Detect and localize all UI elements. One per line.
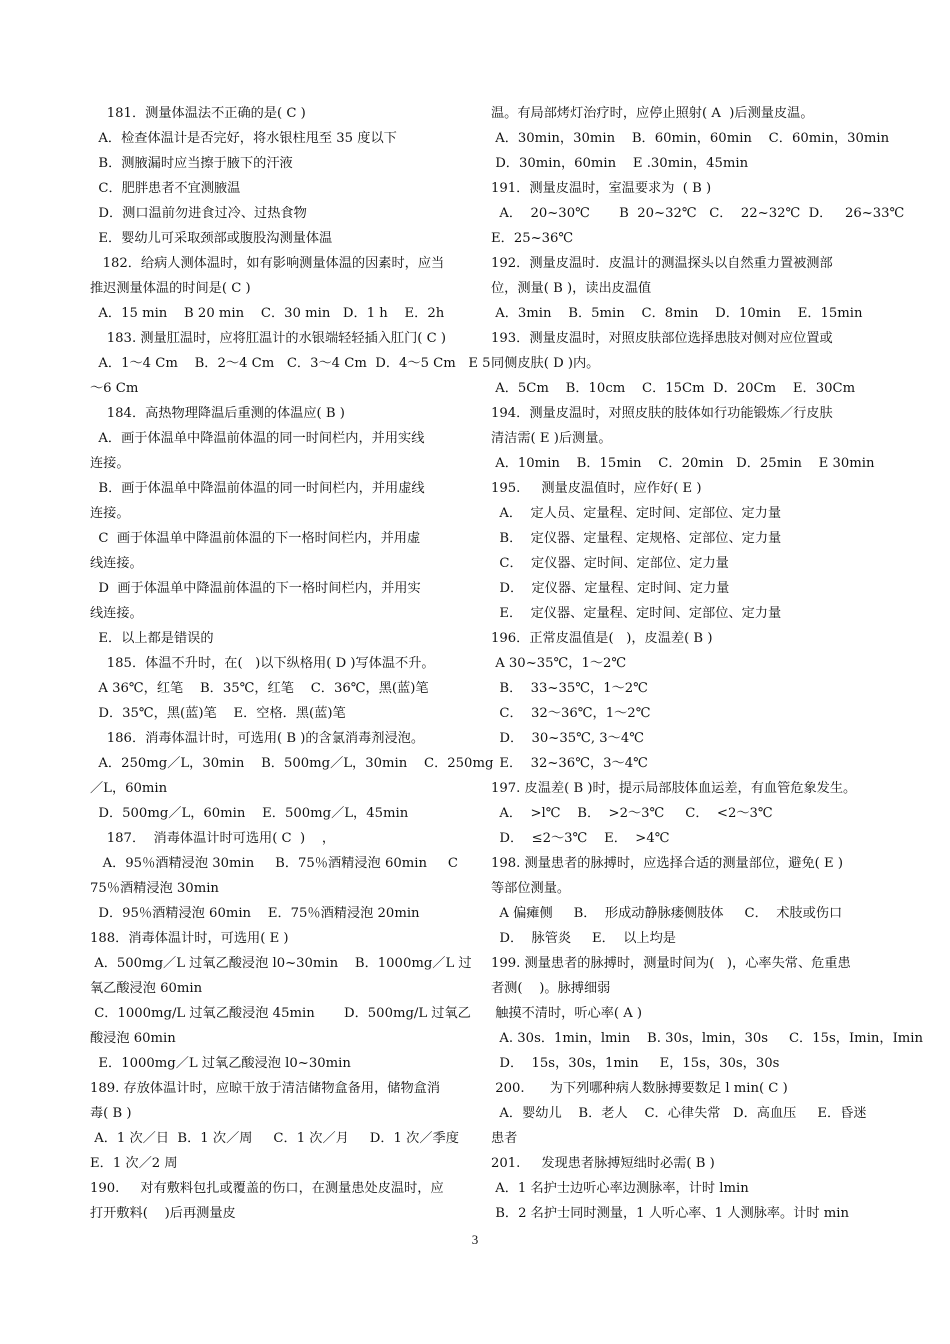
left-column <box>90 101 494 1226</box>
text-line: 线连接。 <box>90 606 143 621</box>
text-line: 酸浸泡 60min <box>90 1031 176 1046</box>
text-line: 同侧皮肤( D )内。 <box>491 356 600 371</box>
text-line: A． >l℃ B． >2～3℃ C． <2～3℃ <box>491 806 773 821</box>
text-line: 199. 测量患者的脉搏时，测量时间为( )，心率失常、危重患 <box>491 956 851 971</box>
text-line: A 36℃，红笔 B．35℃，红笔 C．36℃，黑(蓝)笔 <box>90 681 429 696</box>
text-line: 196．正常皮温值是( )，皮温差( B ) <box>491 631 713 646</box>
text-line: 200. 为下列哪种病人数脉搏要数足 l min( C ) <box>491 1081 788 1096</box>
page-number: 3 <box>471 1232 479 1247</box>
text-line: 连接。 <box>90 456 130 471</box>
text-line: A．画于体温单中降温前体温的同一时间栏内，并用实线 <box>90 431 425 446</box>
text-line: 推迟测量体温的时间是( C ) <box>90 281 251 296</box>
text-line: C． 定仪器、定时间、定部位、定力量 <box>491 556 729 571</box>
text-line: 温。有局部烤灯治疗时，应停止照射( A )后测量皮温。 <box>491 106 814 121</box>
text-line: D． 定仪器、定量程、定时间、定力量 <box>491 581 730 596</box>
text-line: ／L，60min <box>90 781 168 796</box>
text-line: C．1000mg/L 过氧乙酸浸泡 45min D．500mg/L 过氧乙 <box>90 1006 471 1021</box>
text-line: E．1000mg／L 过氧乙酸浸泡 l0~30min <box>90 1056 351 1071</box>
text-line: 75％酒精浸泡 30min <box>90 881 219 896</box>
text-line: 190. 对有敷料包扎或覆盖的伤口，在测量患处皮温时，应 <box>90 1181 444 1196</box>
text-line: D．30min，60min E .30min，45min <box>491 156 749 171</box>
text-line: B．测腋漏时应当擦于腋下的汗液 <box>90 156 293 171</box>
text-line: 197. 皮温差( B )时，提示局部肢体血运差，有血管危象发生。 <box>491 781 857 796</box>
text-line: D．测口温前勿进食过冷、过热食物 <box>90 206 307 221</box>
text-line: B．画于体温单中降温前体温的同一时间栏内，并用虚线 <box>90 481 425 496</box>
text-line: A．95％酒精浸泡 30min B．75％酒精浸泡 60min C <box>90 856 458 871</box>
text-line: 181．测量体温法不正确的是( C ) <box>90 106 306 121</box>
text-line: 187． 消毒体温计时可选用( C ) ， <box>90 831 336 846</box>
text-line: A 30~35℃，1～2℃ <box>491 656 627 671</box>
text-line: 等部位测量。 <box>491 881 571 896</box>
text-line: A．检查体温计是否完好，将水银柱甩至 35 度以下 <box>90 131 397 146</box>
text-line: A．5Cm B．10cm C．15Cm D．20Cm E．30Cm <box>491 381 856 396</box>
text-line: 位，测量( B )，读出皮温值 <box>491 281 652 296</box>
text-line: A． 20~30℃ B 20~32℃ C． 22~32℃ D． 26~33℃ <box>491 206 905 221</box>
text-line: 183. 测量肛温时，应将肛温计的水银端轻轻插入肛门( C ) <box>90 331 447 346</box>
text-line: 189. 存放体温计时，应晾干放于清洁储物盒备用，储物盒消 <box>90 1081 441 1096</box>
text-line: 线连接。 <box>90 556 143 571</box>
text-line: E．1 次／2 周 <box>90 1156 178 1171</box>
text-line: A 偏瘫侧 B． 形成动静脉瘘侧肢体 C． 术肢或伤口 <box>491 906 843 921</box>
right-column <box>491 101 924 1226</box>
text-line: D． 15s，30s，1min E，15s，30s，30s <box>491 1056 780 1071</box>
text-line: 188．消毒体温计时，可选用( E ) <box>90 931 289 946</box>
text-line: 患者 <box>491 1131 518 1146</box>
text-line: D． 30~35℃, 3～4℃ <box>491 731 644 746</box>
text-line: D． 脉管炎 E． 以上均是 <box>491 931 676 946</box>
text-line: 201. 发现患者脉搏短绌时必需( B ) <box>491 1156 715 1171</box>
text-line: A．30min，30min B．60min，60min C．60min，30min <box>491 131 890 146</box>
text-line: C 画于体温单中降温前体温的下一格时间栏内，并用虚 <box>90 531 421 546</box>
text-line: 氧乙酸浸泡 60min <box>90 981 203 996</box>
text-line: D．35℃，黑(蓝)笔 E．空格．黑(蓝)笔 <box>90 706 346 721</box>
text-line: 195. 测量皮温值时，应作好( E ) <box>491 481 702 496</box>
text-line: 191．测量皮温时，室温要求为 ( B ) <box>491 181 712 196</box>
text-line: ～6 Cm <box>90 381 139 396</box>
text-line: E．婴幼儿可采取颈部或腹股沟测量体温 <box>90 231 333 246</box>
text-line: 194．测量皮温时，对照皮肤的肢体如行功能锻炼／行皮肤 <box>491 406 833 421</box>
text-line: 清洁需( E )后测量。 <box>491 431 612 446</box>
text-line: E． 定仪器、定量程、定时间、定部位、定力量 <box>491 606 782 621</box>
text-line: A．250mg／L，30min B．500mg／L，30min C．250mg <box>90 756 494 771</box>
text-line: A．500mg／L 过氧乙酸浸泡 l0~30min B．1000mg／L 过 <box>90 956 472 971</box>
text-line: 182．给病人测体温时，如有影响测量体温的因素时，应当 <box>90 256 445 271</box>
text-line: 毒( B ) <box>90 1106 132 1121</box>
text-line: 打开敷料( )后再测量皮 <box>90 1206 236 1221</box>
text-line: B． 定仪器、定量程、定规格、定部位、定力量 <box>491 531 782 546</box>
text-line: B． 33~35℃，1～2℃ <box>491 681 648 696</box>
text-line: C．肥胖患者不宜测腋温 <box>90 181 241 196</box>
text-line: 184．高热物理降温后重测的体温应( B ) <box>90 406 345 421</box>
text-line: D． ≤2～3℃ E． >4℃ <box>491 831 670 846</box>
text-line: 193．测量皮温时，对照皮肤部位选择患肢对侧对应位置或 <box>491 331 833 346</box>
text-line: B．2 名护士同时测量，1 人听心率、1 人测脉率。计时 min <box>491 1206 849 1221</box>
text-line: A. 30s．1min，lmin B. 30s，lmin，30s C．15s，Imin，Imin <box>491 1031 924 1046</box>
text-line: A．10min B．15min C．20min D．25min E 30min <box>491 456 875 471</box>
text-line: D．95％酒精浸泡 60min E．75％酒精浸泡 20min <box>90 906 420 921</box>
text-line: A．婴幼儿 B．老人 C．心律失常 D．高血压 E．昏迷 <box>491 1106 867 1121</box>
text-line: E．以上都是错误的 <box>90 631 214 646</box>
text-line: D．500mg／L，60min E．500mg／L，45min <box>90 806 409 821</box>
text-line: A．1 次／日 B．1 次／周 C．1 次／月 D．1 次／季度 <box>90 1131 459 1146</box>
text-line: A．1～4 Cm B．2～4 Cm C．3～4 Cm D．4～5 Cm E 5 <box>90 356 491 371</box>
text-line: 连接。 <box>90 506 130 521</box>
text-line: 185．体温不升时，在( )以下纵格用( D )写体温不升。 <box>90 656 435 671</box>
text-line: A．1 名护士边听心率边测脉率，计时 lmin <box>491 1181 749 1196</box>
text-line: 198. 测量患者的脉搏时，应选择合适的测量部位，避免( E ) <box>491 856 843 871</box>
text-line: 者测( )。脉搏细弱 <box>491 981 611 996</box>
text-line: A． 定人员、定量程、定时间、定部位、定力量 <box>491 506 782 521</box>
text-line: E． 32~36℃，3～4℃ <box>491 756 648 771</box>
text-line: A．15 min B 20 min C．30 min D．1 h E．2h <box>90 306 445 321</box>
text-line: C． 32～36℃，1～2℃ <box>491 706 651 721</box>
text-line: 186．消毒体温计时，可选用( B )的含氯消毒剂浸泡。 <box>90 731 425 746</box>
text-line: A．3min B．5min C．8min D．10min E．15min <box>491 306 863 321</box>
text-line: 触摸不清时，听心率( A ) <box>491 1006 643 1021</box>
text-line: E．25~36℃ <box>491 231 574 246</box>
text-line: 192．测量皮温时．皮温计的测温探头以自然重力置被测部 <box>491 256 833 271</box>
text-line: D 画于体温单中降温前体温的下一格时间栏内，并用实 <box>90 581 421 596</box>
